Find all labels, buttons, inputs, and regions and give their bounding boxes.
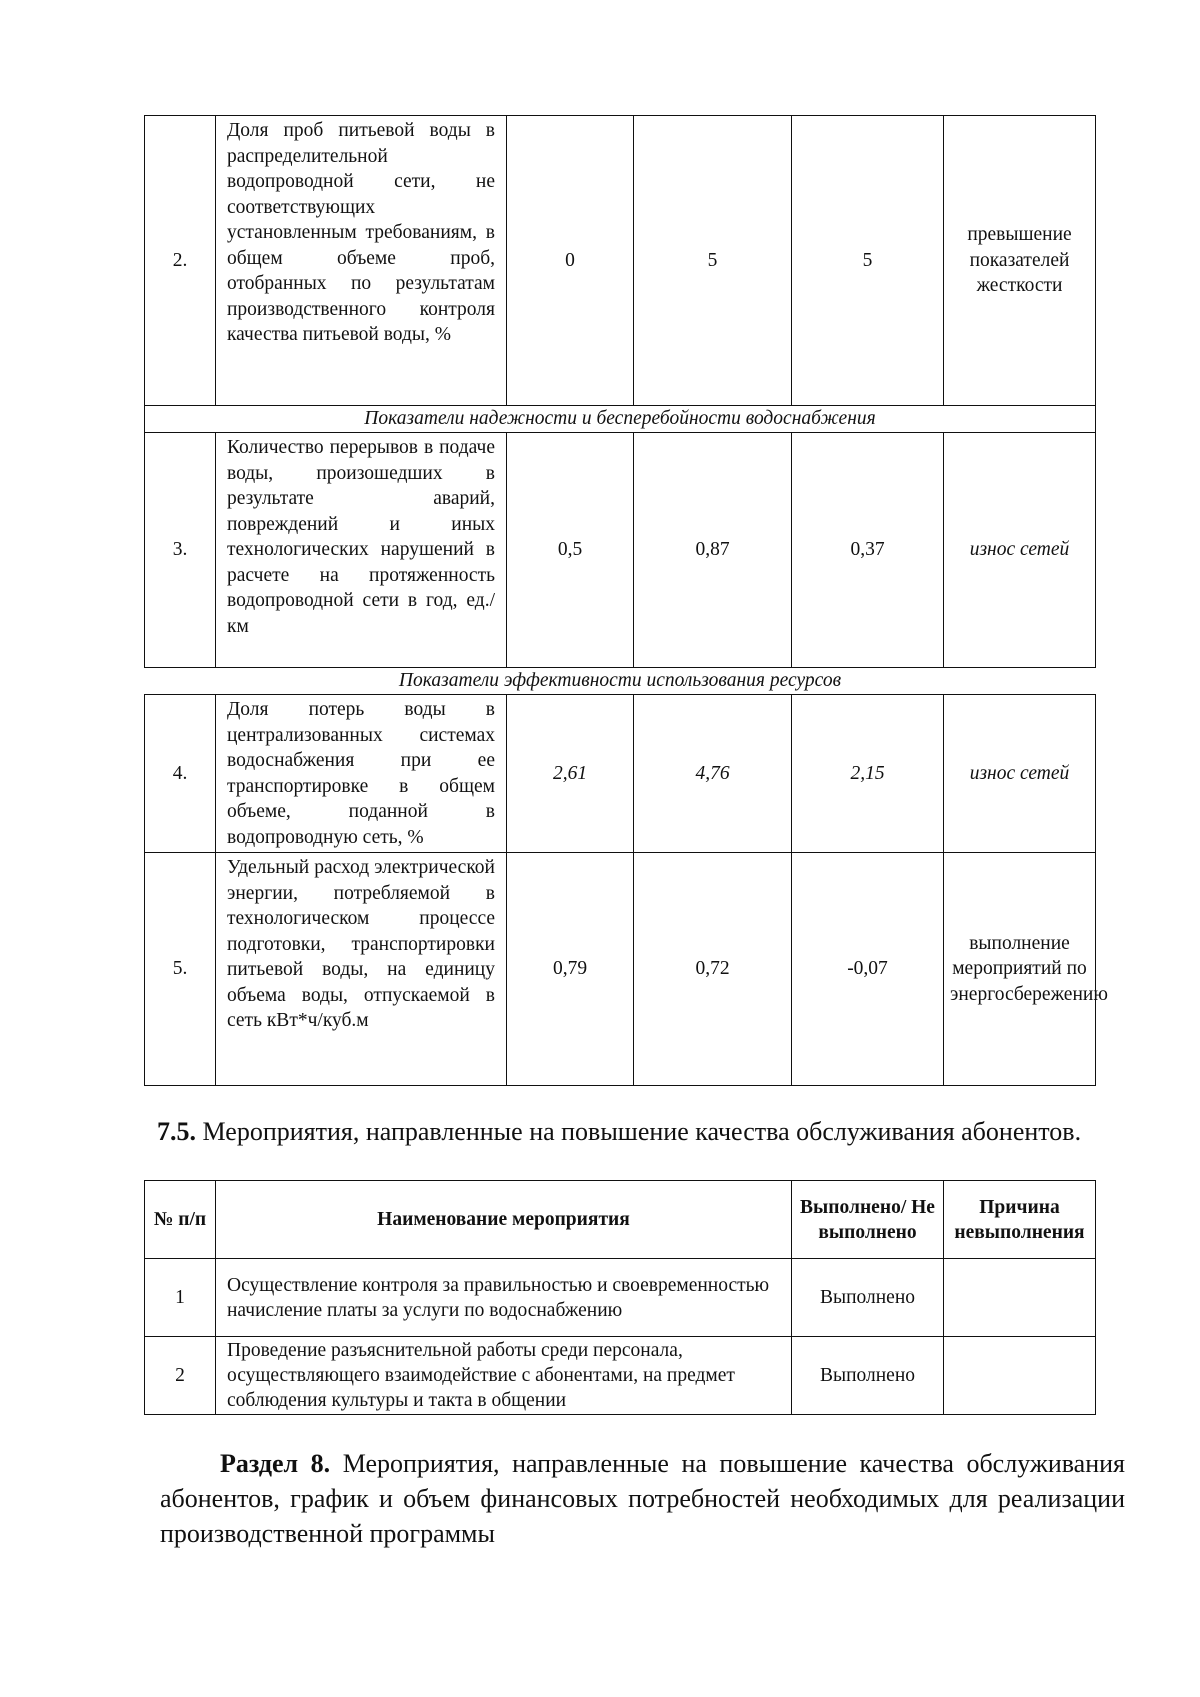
header-num: № п/п: [145, 1181, 216, 1259]
value-fact: 0,87: [634, 433, 792, 668]
value-fact: 0,72: [634, 853, 792, 1086]
indicator-description: Количество перерывов в подаче воды, произошедших в результате аварий, повреждений и иных технологических нарушений в расчете на протяженность водопроводной сети в год, ед./км: [216, 433, 507, 668]
row-number: 2: [145, 1337, 216, 1415]
section-row: [145, 668, 1096, 695]
value-deviation: 0,37: [792, 433, 944, 668]
measure-status: Выполнено: [792, 1337, 944, 1415]
row-number: 4.: [145, 695, 216, 853]
value-deviation: 5: [792, 116, 944, 406]
section-text: Мероприятия, направленные на повышение качества обслуживания абонентов.: [202, 1117, 1082, 1146]
deviation-reason: превышение показателей жесткости: [944, 116, 1096, 406]
table-row: [145, 1259, 1096, 1337]
value-deviation: 2,15: [792, 695, 944, 853]
table-row: [145, 433, 1096, 668]
measure-reason: [944, 1337, 1096, 1415]
measure-name: Осуществление контроля за правильностью и своевременностью начисление платы за услуги по водоснабжению: [216, 1259, 792, 1337]
header-status: Выполнено/ Не выполнено: [792, 1181, 944, 1259]
value-plan: 0: [507, 116, 634, 406]
indicators-table: [144, 115, 1108, 1086]
row-number: 3.: [145, 433, 216, 668]
table-row: [145, 1337, 1096, 1415]
deviation-reason: износ сетей: [944, 433, 1096, 668]
header-name: Наименование мероприятия: [216, 1181, 792, 1259]
section-label: Раздел 8.: [220, 1449, 331, 1478]
value-fact: 5: [634, 116, 792, 406]
header-reason: Причина невыполнения: [944, 1181, 1096, 1259]
section-8-paragraph: [160, 1446, 1125, 1551]
measure-name: Проведение разъяснительной работы среди персонала, осуществляющего взаимодействие с абонентами, на предмет соблюдения культуры и такта в общении: [216, 1337, 792, 1415]
deviation-reason: износ сетей: [944, 695, 1096, 853]
indicator-description: Доля проб питьевой воды в распределительной водопроводной сети, не соответствующих установленным требованиям, в общем объеме проб, отобранных по результатам производственного контроля качества питьевой воды, %: [216, 116, 507, 406]
measure-reason: [944, 1259, 1096, 1337]
measures-table: [144, 1180, 1096, 1415]
value-plan: 0,5: [507, 433, 634, 668]
section-text: Мероприятия, направленные на повышение качества обслуживания абонентов, график и объем финансовых потребностей необходимых для реализации производственной программы: [160, 1449, 1125, 1548]
indicator-description: Удельный расход электрической энергии, потребляемой в технологическом процессе подготовки, транспортировки питьевой воды, на единицу объема воды, отпускаемой в сеть кВт*ч/куб.м: [216, 853, 507, 1086]
deviation-reason: выполнение мероприятий по энергосбережению: [944, 853, 1096, 1086]
table-row: [145, 853, 1096, 1086]
value-fact: 4,76: [634, 695, 792, 853]
section-row: [145, 406, 1096, 433]
section-7-5-heading: [157, 1116, 1087, 1148]
indicator-description: Доля потерь воды в централизованных системах водоснабжения при ее транспортировке в общем объеме, поданной в водопроводную сеть, %: [216, 695, 507, 853]
section-title-reliability: Показатели надежности и бесперебойности водоснабжения: [145, 406, 1096, 433]
value-plan: 0,79: [507, 853, 634, 1086]
section-number: 7.5.: [157, 1117, 196, 1146]
row-number: 2.: [145, 116, 216, 406]
table-row: [145, 695, 1096, 853]
table-header-row: [145, 1181, 1096, 1259]
section-title-efficiency: Показатели эффективности использования ресурсов: [145, 668, 1096, 695]
value-deviation: -0,07: [792, 853, 944, 1086]
table-row: [145, 116, 1096, 406]
measure-status: Выполнено: [792, 1259, 944, 1337]
value-plan: 2,61: [507, 695, 634, 853]
row-number: 1: [145, 1259, 216, 1337]
row-number: 5.: [145, 853, 216, 1086]
